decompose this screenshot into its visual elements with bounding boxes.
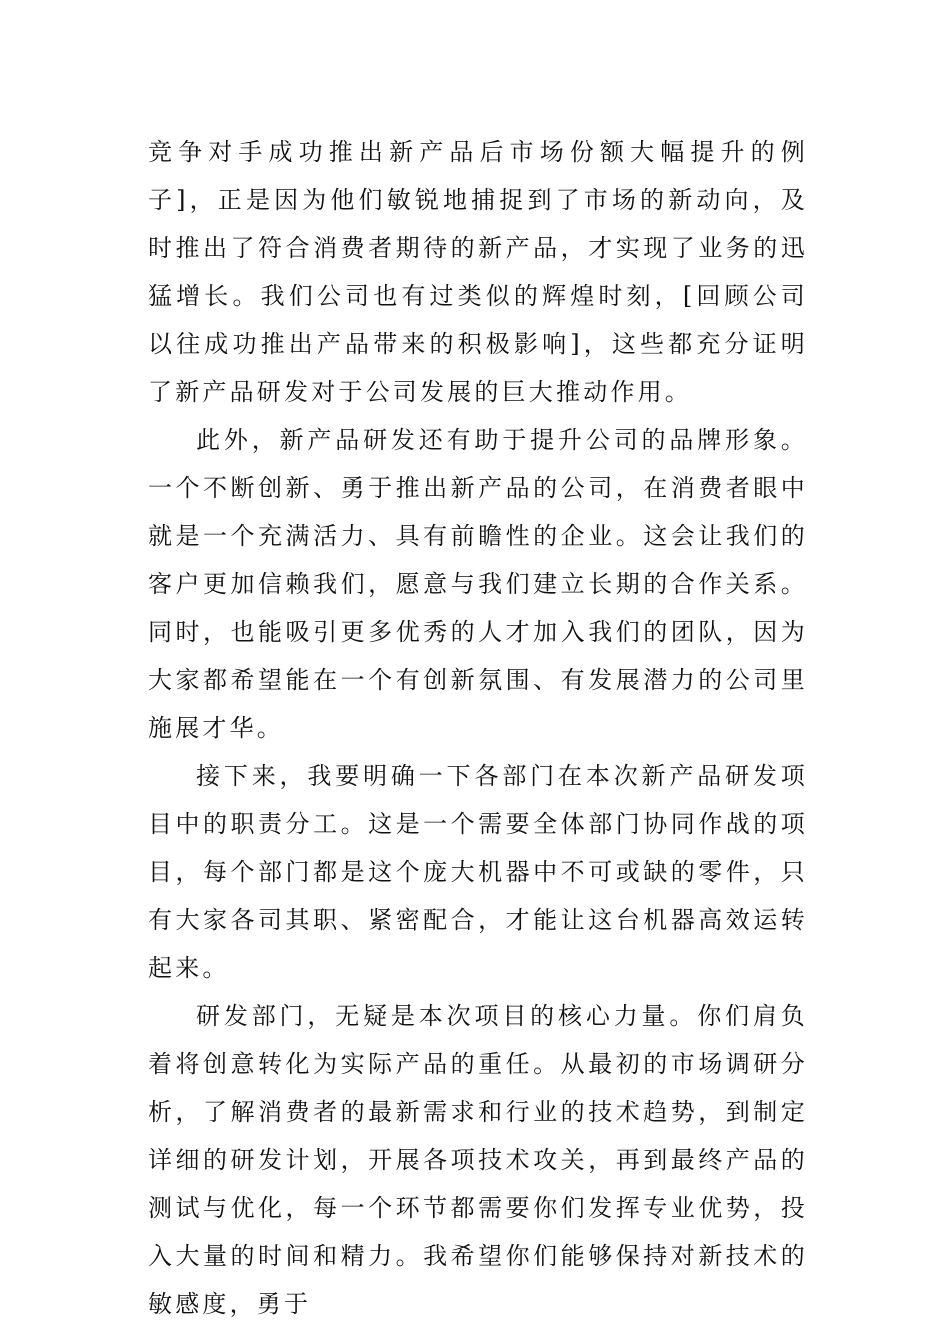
paragraph-responsibilities: 接下来，我要明确一下各部门在本次新产品研发项目中的职责分工。这是一个需要全体部门协同作战的项目，每个部门都是这个庞大机器中不可或缺的零件，只有大家各司其职、紧密配合，才能让这台机器高效运转起来。 [148, 762, 808, 982]
paragraph-rd-department: 研发部门，无疑是本次项目的核心力量。你们肩负着将创意转化为实际产品的重任。从最初的市场调研分析，了解消费者的最新需求和行业的技术趋势，到制定详细的研发计划，开展各项技术攻关，再到最终产品的测试与优化，每一个环节都需要你们发挥专业优势，投入大量的时间和精力。我希望你们能够保持对新技术的敏感度，勇于 [148, 1002, 808, 1318]
paragraph-continued: 竞争对手成功推出新产品后市场份额大幅提升的例子]，正是因为他们敏锐地捕捉到了市场的新动向，及时推出了符合消费者期待的新产品，才实现了业务的迅猛增长。我们公司也有过类似的辉煌时刻，[回顾公司以往成功推出产品带来的积极影响]，这些都充分证明了新产品研发对于公司发展的巨大推动作用。 [148, 138, 808, 406]
paragraph-brand-image: 此外，新产品研发还有助于提升公司的品牌形象。一个不断创新、勇于推出新产品的公司，在消费者眼中就是一个充满活力、具有前瞻性的企业。这会让我们的客户更加信赖我们，愿意与我们建立长期的合作关系。同时，也能吸引更多优秀的人才加入我们的团队，因为大家都希望能在一个有创新氛围、有发展潜力的公司里施展才华。 [148, 426, 808, 742]
document-body [148, 128, 808, 1328]
